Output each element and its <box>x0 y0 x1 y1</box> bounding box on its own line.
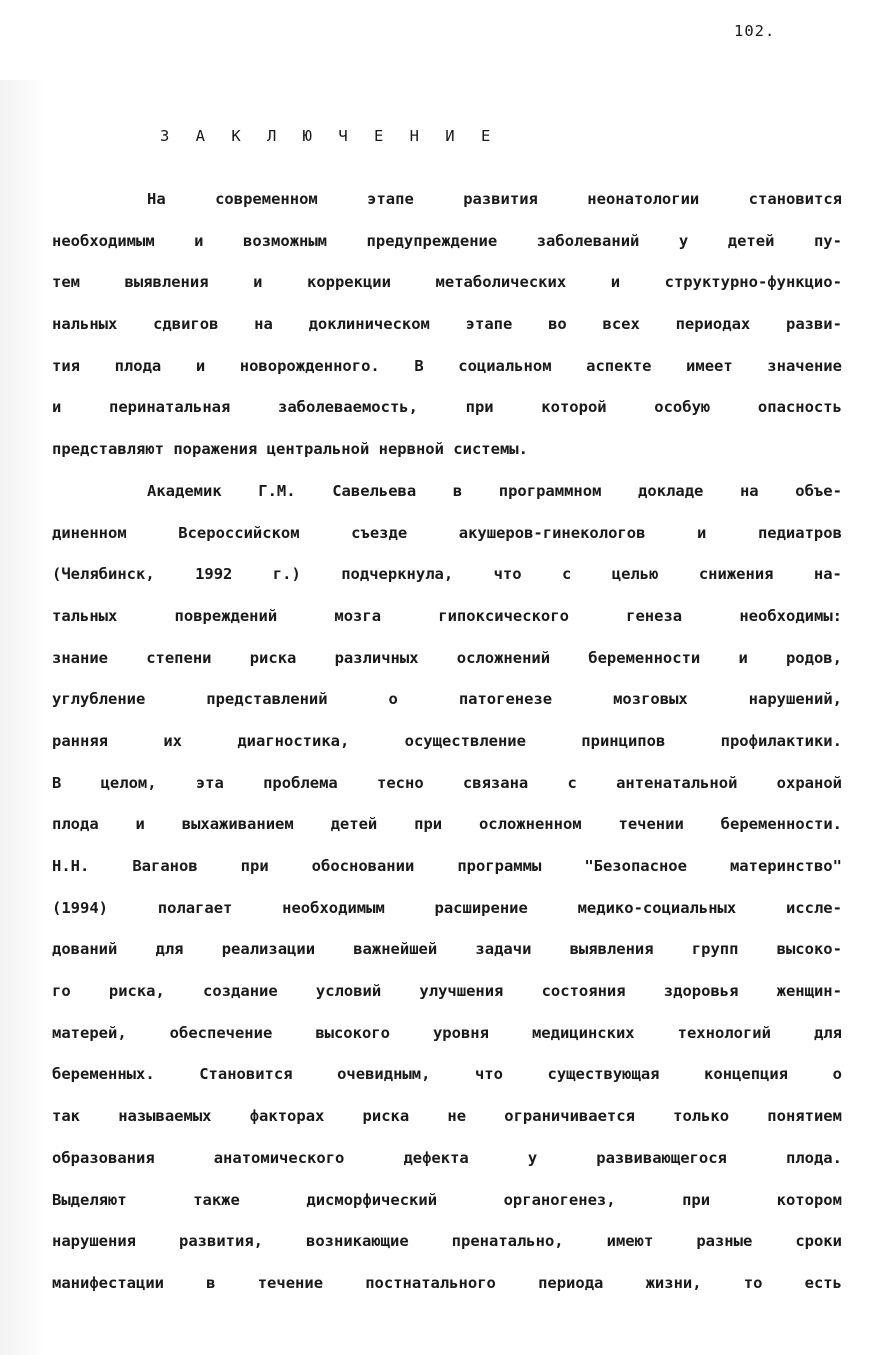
word: расширение <box>434 898 528 917</box>
word: метаболических <box>435 273 567 292</box>
word: сдвигов <box>153 315 219 334</box>
word: значение <box>767 356 842 375</box>
word: что <box>493 565 522 584</box>
word: задачи <box>475 940 532 959</box>
word: Всероссийском <box>178 523 300 542</box>
word: с <box>567 773 577 792</box>
word: знание <box>52 648 108 667</box>
text-line <box>52 1225 842 1267</box>
word: системы. <box>453 440 528 459</box>
word: риска <box>362 1107 410 1126</box>
word: принципов <box>581 731 666 750</box>
word: понятием <box>767 1107 842 1126</box>
word: пренатально, <box>451 1232 564 1251</box>
word: центральной <box>266 440 379 459</box>
word: о <box>388 690 398 709</box>
word: подчеркнула, <box>341 565 454 584</box>
word: целью <box>611 565 659 584</box>
text-line <box>52 1017 842 1059</box>
text-line <box>52 600 842 642</box>
word: в <box>452 481 463 500</box>
word: реализации <box>221 940 316 959</box>
word: развития <box>463 190 538 208</box>
word: пу- <box>813 231 842 250</box>
word: медицинских <box>531 1023 635 1042</box>
word: аспекте <box>586 356 652 375</box>
word: здоровья <box>663 982 739 1001</box>
word: и <box>610 273 621 292</box>
text-line <box>52 558 842 600</box>
page-number: 102. <box>734 22 776 40</box>
word: предупреждение <box>366 231 498 250</box>
word: беременности <box>588 648 701 667</box>
word: осложненном <box>478 815 582 834</box>
word: Г.М. <box>258 481 296 500</box>
word: тальных <box>52 606 118 625</box>
text-line <box>52 183 842 225</box>
word: проблема <box>263 773 338 792</box>
text-line <box>52 475 842 517</box>
word: докладе <box>638 481 704 500</box>
word: выявления <box>569 940 654 959</box>
word: разви- <box>785 315 842 334</box>
word: охраной <box>776 773 842 792</box>
word: г.) <box>272 565 301 584</box>
word: коррекции <box>306 273 391 292</box>
word: нальных <box>52 315 118 334</box>
word: В <box>52 773 62 792</box>
word: улучшения <box>419 982 504 1001</box>
word: (1994) <box>52 898 108 917</box>
section-heading: З А К Л Ю Ч Е Н И Е <box>160 127 499 145</box>
text-line <box>52 642 842 684</box>
word: беременности. <box>720 815 842 834</box>
word: осуществление <box>404 731 526 750</box>
word: условий <box>315 982 382 1001</box>
text-line <box>52 767 842 809</box>
word: образования <box>52 1148 155 1167</box>
word: во <box>548 315 567 334</box>
word: и <box>738 648 748 667</box>
word: съезде <box>351 523 408 542</box>
word: (Челябинск, <box>52 565 155 584</box>
word: обеспечение <box>169 1023 273 1042</box>
word: факторах <box>249 1107 325 1126</box>
word: обосновании <box>311 857 415 875</box>
word: плода. <box>785 1148 842 1167</box>
word: связана <box>462 773 529 792</box>
text-line <box>52 975 842 1017</box>
word: органогенез, <box>503 1190 616 1209</box>
word: становится <box>748 190 842 208</box>
word: го <box>52 982 71 1001</box>
word: объе- <box>795 481 842 500</box>
word: разные <box>696 1232 753 1251</box>
word: при <box>465 398 494 417</box>
word: мозга <box>334 606 382 625</box>
word: не <box>447 1107 467 1126</box>
word: профилактики. <box>720 731 842 750</box>
word: патогенезе <box>458 690 553 709</box>
word: развития, <box>179 1232 263 1251</box>
word: всех <box>602 315 640 334</box>
word: новорожденного. <box>239 356 380 375</box>
word: полагает <box>157 898 233 917</box>
text-line <box>52 433 842 475</box>
word: плода <box>114 356 162 375</box>
word: высокого <box>315 1023 390 1042</box>
word: на <box>254 315 273 334</box>
word: Савельева <box>332 481 417 500</box>
word: На <box>147 190 166 208</box>
word: представляют <box>52 440 174 459</box>
word: заболеваний <box>536 231 640 250</box>
word: беременных. <box>52 1065 155 1084</box>
word: В <box>414 356 424 375</box>
word: диненном <box>52 523 127 542</box>
text-line <box>52 725 842 767</box>
word: также <box>193 1190 240 1209</box>
word: сроки <box>795 1232 842 1251</box>
word: периода <box>538 1273 604 1292</box>
word: генеза <box>626 606 683 625</box>
word: состояния <box>541 982 626 1001</box>
word: "Безопасное <box>584 857 687 875</box>
word: тем <box>52 273 80 292</box>
word: существующая <box>547 1065 660 1084</box>
word: котором <box>776 1190 842 1209</box>
word: различных <box>334 648 419 667</box>
word: целом, <box>100 773 157 792</box>
word: иссле- <box>785 898 842 917</box>
word: нарушений, <box>748 690 842 709</box>
text-line <box>52 391 842 433</box>
word: материнство" <box>729 857 842 875</box>
word: возникающие <box>306 1232 409 1251</box>
word: плода <box>52 815 99 834</box>
word: для <box>155 940 184 959</box>
text-line <box>52 808 842 850</box>
word: перинатальная <box>109 398 231 417</box>
text-line <box>52 850 842 892</box>
word: неонатологии <box>587 190 700 208</box>
word: опасность <box>757 398 842 417</box>
word: есть <box>804 1273 842 1292</box>
word: нервной <box>378 440 454 459</box>
word: необходимым <box>52 231 155 250</box>
text-line <box>52 350 842 392</box>
word: то <box>743 1273 763 1292</box>
word: о <box>832 1065 842 1084</box>
word: в <box>206 1273 216 1292</box>
word: имеют <box>606 1232 654 1251</box>
word: технологий <box>677 1023 771 1042</box>
word: тесно <box>377 773 424 792</box>
text-line <box>52 1184 842 1226</box>
word: манифестации <box>52 1273 164 1292</box>
word: важнейшей <box>353 940 438 959</box>
word: при <box>414 815 443 834</box>
word: на- <box>813 565 842 584</box>
word: эта <box>195 773 224 792</box>
word: при <box>240 857 269 875</box>
word: риска <box>249 648 297 667</box>
word: Становится <box>199 1065 293 1084</box>
word: их <box>163 731 182 750</box>
word: при <box>682 1190 711 1209</box>
text-line <box>52 266 842 308</box>
word: акушеров-гинекологов <box>458 523 646 542</box>
word: детей <box>727 231 775 250</box>
word: доклиническом <box>308 315 430 334</box>
word: и <box>52 398 62 417</box>
word: Академик <box>147 481 222 500</box>
body-text <box>52 183 842 1309</box>
word: групп <box>691 940 739 959</box>
word: тия <box>52 356 80 375</box>
word: с <box>562 565 572 584</box>
word: и <box>194 231 204 250</box>
text-line <box>52 225 842 267</box>
word: ограничивается <box>504 1107 635 1126</box>
word: которой <box>541 398 607 417</box>
word: программы <box>457 857 542 875</box>
word: у <box>527 1148 538 1167</box>
word: периодах <box>675 315 751 334</box>
word: социальном <box>458 356 552 375</box>
word: ранняя <box>52 731 108 750</box>
word: только <box>673 1107 730 1126</box>
text-line <box>52 1100 842 1142</box>
word: повреждений <box>174 606 278 625</box>
word: 1992 <box>195 565 233 584</box>
scan-edge-shadow <box>0 80 46 1355</box>
word: гипоксического <box>438 606 569 625</box>
word: структурно-функцио- <box>664 273 842 292</box>
text-line <box>52 1267 842 1309</box>
word: дефекта <box>403 1148 469 1167</box>
word: детей <box>330 815 378 834</box>
word: программном <box>498 481 602 500</box>
word: у <box>678 231 689 250</box>
word: женщин- <box>776 982 842 1001</box>
word: анатомического <box>213 1148 345 1167</box>
word: что <box>474 1065 503 1084</box>
word: развивающегося <box>596 1148 727 1167</box>
word: современном <box>215 190 318 208</box>
word: и <box>697 523 707 542</box>
word: дований <box>52 940 118 959</box>
word: создание <box>203 982 278 1001</box>
word: и <box>253 273 263 292</box>
word: течении <box>618 815 684 834</box>
word: течение <box>257 1273 324 1292</box>
word: и <box>195 356 206 375</box>
word: концепция <box>704 1065 789 1084</box>
word: жизни, <box>645 1273 702 1292</box>
word: и <box>135 815 145 834</box>
word: снижения <box>698 565 774 584</box>
word: родов, <box>785 648 842 667</box>
word: этапе <box>465 315 513 334</box>
word: диагностика, <box>237 731 350 750</box>
word: антенатальной <box>616 773 738 792</box>
text-line <box>52 933 842 975</box>
word: заболеваемость, <box>277 398 418 417</box>
word: для <box>813 1023 842 1042</box>
word: на <box>739 481 759 500</box>
word: очевидным, <box>337 1065 431 1084</box>
word: осложнений <box>456 648 551 667</box>
word: постнатального <box>365 1273 496 1292</box>
word: этапе <box>367 190 414 208</box>
word: выявления <box>124 273 209 292</box>
word: необходимым <box>282 898 385 917</box>
text-line <box>52 308 842 350</box>
word: Выделяют <box>52 1190 127 1209</box>
word: нарушения <box>52 1232 136 1251</box>
text-line <box>52 1142 842 1184</box>
word: дисморфический <box>306 1190 438 1209</box>
word: высоко- <box>776 940 842 959</box>
text-line <box>52 892 842 934</box>
word: Ваганов <box>132 857 198 875</box>
word: мозговых <box>613 690 688 709</box>
word: медико-социальных <box>577 898 737 917</box>
word: так <box>52 1107 80 1126</box>
word: особую <box>654 398 711 417</box>
word: называемых <box>118 1107 212 1126</box>
word: уровня <box>432 1023 489 1042</box>
word: возможным <box>243 231 328 250</box>
word: педиатров <box>757 523 842 542</box>
word: поражения <box>173 440 267 459</box>
word: представлений <box>206 690 328 709</box>
text-line <box>52 517 842 559</box>
word: риска, <box>108 982 165 1001</box>
text-line <box>52 683 842 725</box>
text-line <box>52 1058 842 1100</box>
word: углубление <box>52 690 146 709</box>
word: матерей, <box>52 1023 127 1042</box>
word: Н.Н. <box>52 857 90 875</box>
word: необходимы: <box>739 606 842 625</box>
word: выхаживанием <box>181 815 294 834</box>
word: имеет <box>686 356 733 375</box>
word: степени <box>146 648 212 667</box>
